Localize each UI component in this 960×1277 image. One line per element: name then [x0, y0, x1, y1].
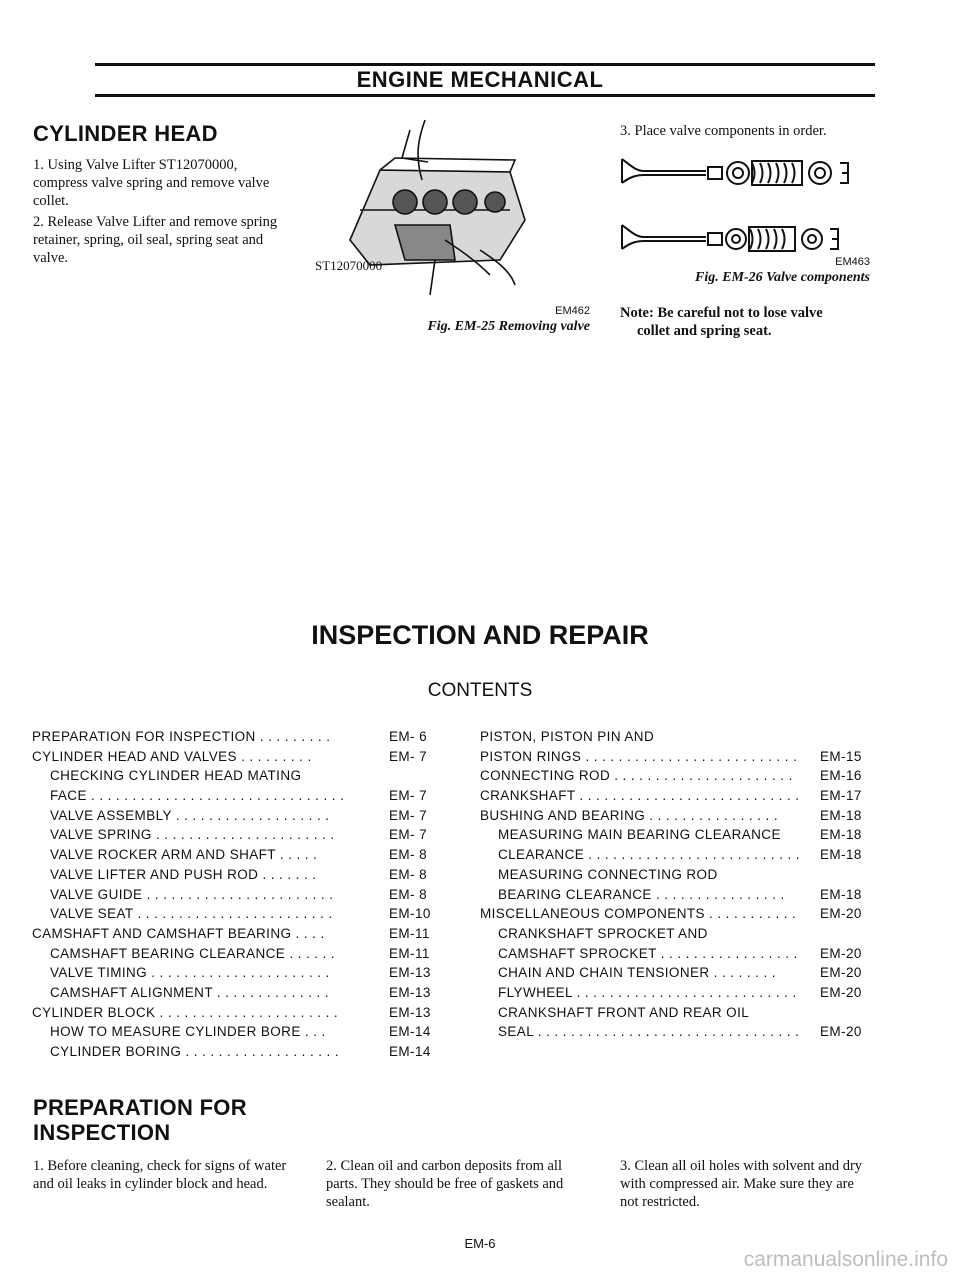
cylinder-head-title: CYLINDER HEAD: [33, 121, 218, 146]
toc-entry-page: EM-10: [389, 906, 431, 922]
toc-entry-title: CAMSHAFT BEARING CLEARANCE . . . . . .: [50, 945, 336, 961]
toc-entry-page: EM-13: [389, 1004, 431, 1020]
figure-caption-em25: Fig. EM-25 Removing valve: [427, 319, 590, 334]
toc-entry-title: PREPARATION FOR INSPECTION . . . . . . . . .: [32, 729, 331, 744]
toc-entry-title: CLEARANCE . . . . . . . . . . . . . . . . . . . . . . . . . .: [498, 847, 800, 863]
toc-entry: [480, 885, 875, 905]
toc-entry-title: VALVE SEAT . . . . . . . . . . . . . . . . . . . . . . . .: [50, 906, 333, 922]
toc-entry: [32, 865, 437, 885]
page-number: EM-6: [464, 1236, 496, 1251]
toc-entry: [480, 865, 875, 885]
toc-left-column: [32, 727, 437, 1062]
toc-leader: . . . .: [291, 925, 325, 941]
toc-entry-page: EM-11: [389, 925, 430, 941]
preparation-step-2: 2. Clean oil and carbon deposits from all parts. They should be free of gaskets and sealant.: [326, 1158, 564, 1210]
toc-leader: . . . . . .: [285, 945, 336, 961]
toc-leader: . . . . . . . . . . . . . . . . . . . . . . .: [142, 886, 334, 902]
toc-entry-page: EM-18: [820, 847, 862, 863]
toc-leader: . . . . . . . . . . . . . .: [212, 984, 329, 1000]
toc-entry-page: EM-16: [820, 768, 862, 784]
toc-entry-page: EM- 7: [389, 807, 428, 823]
toc-leader: . . . . . . . . .: [236, 748, 312, 764]
toc-entry-page: EM-17: [820, 788, 862, 804]
preparation-step-1: 1. Before cleaning, check for signs of water and oil leaks in cylinder block and head.: [33, 1158, 287, 1192]
toc-entry-title: HOW TO MEASURE CYLINDER BORE . . .: [50, 1024, 326, 1040]
toc-leader: . . .: [300, 1024, 326, 1040]
toc-entry: [480, 1003, 875, 1023]
toc-entry: [480, 944, 875, 964]
toc-entry-title: FACE . . . . . . . . . . . . . . . . . . . . . . . . . . . . . . .: [50, 788, 345, 804]
note-line-2: collet and spring seat.: [637, 323, 772, 339]
cylinder-head-step-1: 1. Using Valve Lifter ST12070000, compress valve spring and remove valve collet.: [33, 157, 270, 209]
toc-entry: [480, 825, 875, 845]
toc-entry-title: CYLINDER HEAD AND VALVES . . . . . . . . .: [32, 748, 312, 764]
toc-leader: . . . . . . . . . . . . . . . . . . .: [171, 807, 330, 823]
preparation-title-line-1: PREPARATION FOR: [33, 1095, 247, 1120]
toc-entry-title: MEASURING MAIN BEARING CLEARANCE: [498, 827, 781, 843]
toc-entry-page: EM-14: [389, 1024, 431, 1040]
valve-components-illustration: [616, 145, 878, 263]
toc-leader: . . . . . . . . . . . . . . . . . . . . . . . . . .: [584, 847, 800, 863]
toc-entry-page: EM-20: [820, 984, 862, 1000]
toc-leader: . . . . . . . . . . . . . . . . . . .: [181, 1044, 340, 1059]
toc-entry-page: EM-18: [820, 807, 862, 823]
toc-entry-title: CRANKSHAFT SPROCKET AND: [498, 925, 708, 941]
toc-entry: [480, 727, 875, 747]
toc-leader: . . . . . . . . . . . . . . . .: [651, 886, 785, 902]
page-header-title: ENGINE MECHANICAL: [356, 67, 604, 92]
toc-entry-title: CAMSHAFT AND CAMSHAFT BEARING . . . .: [32, 925, 325, 941]
toc-entry: [32, 825, 437, 845]
toc-leader: . . . . . . . . . . . . . . . . . . . . . . . . . . . . . . . .: [533, 1024, 800, 1040]
toc-entry-page: EM-20: [820, 965, 862, 981]
toc-entry: [32, 924, 437, 944]
toc-entry-page: EM- 8: [389, 847, 428, 863]
cylinder-head-step-3: 3. Place valve components in order.: [620, 123, 827, 139]
toc-entry-page: EM- 8: [389, 886, 428, 902]
toc-entry: [32, 944, 437, 964]
toc-entry-page: EM- 8: [389, 866, 428, 882]
toc-entry-title: CYLINDER BLOCK . . . . . . . . . . . . . . . . . . . . . .: [32, 1004, 339, 1020]
toc-entry-page: EM-18: [820, 886, 862, 902]
toc-entry: [32, 727, 437, 747]
toc-entry: [32, 885, 437, 905]
toc-entry-page: EM-20: [820, 945, 862, 961]
toc-entry-title: CRANKSHAFT . . . . . . . . . . . . . . . . . . . . . . . . . . .: [480, 788, 800, 804]
figure-code-em463: EM463: [835, 256, 870, 268]
toc-entry: [32, 747, 437, 767]
toc-leader: . . . . . . . . . . . . . . . . .: [656, 945, 798, 961]
toc-entry: [480, 963, 875, 983]
toc-entry: [32, 766, 437, 786]
toc-entry-title: VALVE TIMING . . . . . . . . . . . . . . . . . . . . . .: [50, 965, 330, 981]
toc-entry-title: SEAL . . . . . . . . . . . . . . . . . . . . . . . . . . . . . . . .: [498, 1024, 800, 1040]
toc-leader: . . . . . . . .: [709, 965, 776, 981]
note-line-1: Note: Be careful not to lose valve: [620, 305, 823, 321]
toc-leader: . . . . . . . . . . .: [704, 906, 797, 922]
toc-entry-title: FLYWHEEL . . . . . . . . . . . . . . . . . . . . . . . . . . .: [498, 984, 797, 1000]
toc-leader: . . . . . . . . . . . . . . . . . . . . . .: [155, 1004, 339, 1020]
toc-entry: [480, 766, 875, 786]
toc-entry-title: BUSHING AND BEARING . . . . . . . . . . . . . . . .: [480, 807, 778, 823]
toc-entry: [32, 963, 437, 983]
toc-entry-title: VALVE ROCKER ARM AND SHAFT . . . . .: [50, 847, 318, 863]
toc-entry-title: PISTON, PISTON PIN AND: [480, 729, 655, 744]
cylinder-head-step-2: 2. Release Valve Lifter and remove spring retainer, spring, oil seal, spring seat and valve.: [33, 214, 278, 266]
toc-entry-title: VALVE SPRING . . . . . . . . . . . . . . . . . . . . . .: [50, 827, 335, 843]
toc-entry: [480, 845, 875, 865]
toc-entry-title: BEARING CLEARANCE . . . . . . . . . . . . . . . .: [498, 886, 785, 902]
toc-entry-title: CONNECTING ROD . . . . . . . . . . . . . . . . . . . . . .: [480, 768, 793, 784]
toc-entry: [480, 747, 875, 767]
toc-leader: . . . . . . .: [258, 866, 317, 882]
toc-entry: [480, 806, 875, 826]
contents-heading: CONTENTS: [427, 680, 533, 701]
toc-entry-page: EM- 7: [389, 827, 428, 843]
toc-entry-title: CHECKING CYLINDER HEAD MATING: [50, 768, 302, 784]
toc-right-column: [480, 727, 875, 1042]
toc-leader: . . . . . . . . . . . . . . . . . . . . . . . .: [133, 906, 333, 922]
toc-entry: [32, 1003, 437, 1023]
toc-leader: . . . . . . . . . . . . . . . . . . . . . . . . . . . . . . .: [86, 788, 345, 804]
toc-entry-page: EM- 7: [389, 788, 428, 804]
toc-leader: . . . . . . . . .: [255, 729, 331, 744]
toc-entry-page: EM-20: [820, 1024, 862, 1040]
toc-leader: . . . . .: [275, 847, 318, 863]
tool-label: ST12070000: [315, 258, 383, 273]
toc-entry-title: MISCELLANEOUS COMPONENTS . . . . . . . . . . .: [480, 906, 797, 922]
figure-code-em462: EM462: [555, 305, 590, 317]
header-rule-bottom: [95, 94, 875, 97]
preparation-title-line-2: INSPECTION: [33, 1120, 171, 1145]
toc-entry: [480, 924, 875, 944]
toc-entry-title: VALVE LIFTER AND PUSH ROD . . . . . . .: [50, 866, 317, 882]
toc-leader: . . . . . . . . . . . . . . . . . . . . . . . . . .: [581, 748, 798, 764]
toc-entry: [32, 845, 437, 865]
toc-entry-page: EM-13: [389, 965, 431, 981]
toc-entry-title: CRANKSHAFT FRONT AND REAR OIL: [498, 1004, 750, 1020]
toc-entry-title: VALVE GUIDE . . . . . . . . . . . . . . . . . . . . . . .: [50, 886, 334, 902]
header-rule-top: [95, 63, 875, 66]
toc-entry: [32, 1022, 437, 1042]
toc-entry-title: VALVE ASSEMBLY . . . . . . . . . . . . . . . . . . .: [50, 807, 330, 823]
toc-entry: [32, 786, 437, 806]
toc-leader: . . . . . . . . . . . . . . . . . . . . . .: [147, 965, 330, 981]
toc-entry-page: EM-13: [389, 984, 431, 1000]
figure-caption-em26: Fig. EM-26 Valve components: [694, 270, 870, 285]
toc-entry: [32, 1042, 437, 1062]
toc-entry: [480, 786, 875, 806]
toc-entry-page: EM-15: [820, 748, 862, 764]
toc-entry-page: EM- 6: [389, 729, 428, 744]
toc-entry-page: EM-14: [389, 1044, 431, 1059]
toc-entry: [32, 983, 437, 1003]
toc-leader: . . . . . . . . . . . . . . . . . . . . . .: [610, 768, 793, 784]
toc-leader: . . . . . . . . . . . . . . . . . . . . . .: [151, 827, 335, 843]
toc-entry: [480, 1022, 875, 1042]
toc-entry-title: CHAIN AND CHAIN TENSIONER . . . . . . . .: [498, 965, 776, 981]
inspection-repair-title: INSPECTION AND REPAIR: [311, 620, 649, 650]
toc-entry: [32, 904, 437, 924]
toc-entry-page: EM-18: [820, 827, 862, 843]
preparation-step-3: 3. Clean all oil holes with solvent and dry with compressed air. Make sure they are not restricted.: [620, 1158, 863, 1210]
toc-entry-page: EM-11: [389, 945, 430, 961]
toc-entry: [480, 904, 875, 924]
toc-entry-page: EM-20: [820, 906, 862, 922]
toc-leader: . . . . . . . . . . . . . . . . . . . . . . . . . . .: [572, 984, 797, 1000]
watermark-text: carmanualsonline.info: [743, 1248, 948, 1271]
toc-entry-title: CYLINDER BORING . . . . . . . . . . . . . . . . . . .: [50, 1044, 340, 1059]
toc-entry: [32, 806, 437, 826]
toc-entry-title: CAMSHAFT SPROCKET . . . . . . . . . . . . . . . . .: [498, 945, 798, 961]
toc-leader: . . . . . . . . . . . . . . . .: [645, 807, 778, 823]
toc-entry: [480, 983, 875, 1003]
toc-entry-page: EM- 7: [389, 748, 428, 764]
toc-entry-title: PISTON RINGS . . . . . . . . . . . . . . . . . . . . . . . . . .: [480, 748, 798, 764]
toc-entry-title: CAMSHAFT ALIGNMENT . . . . . . . . . . . . . .: [50, 984, 329, 1000]
toc-leader: . . . . . . . . . . . . . . . . . . . . . . . . . . .: [575, 788, 800, 804]
toc-entry-title: MEASURING CONNECTING ROD: [498, 866, 718, 882]
